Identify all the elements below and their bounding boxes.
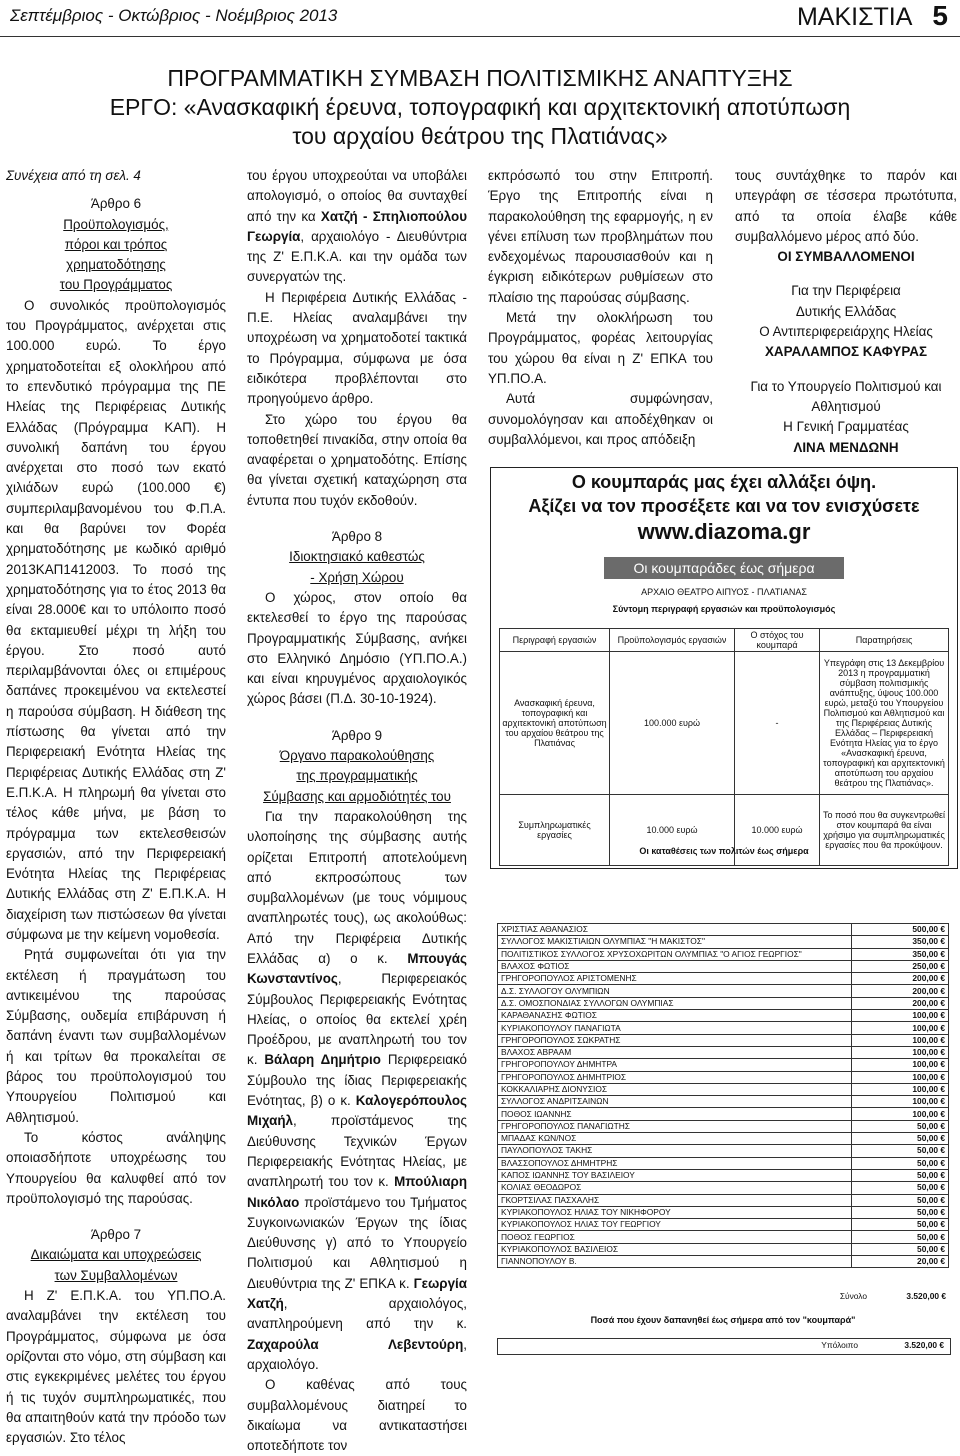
column-4: τους συντάχθηκε το παρόν και υπεγράφη σε τέσσερα πρωτότυπα, από τα οποία έλαβε κάθε συμβαλλόμενο μέρος από δύο. ΟΙ ΣΥΜΒΑΛΛΟΜΕΝΟΙ Για την Περιφέρεια Δυτικής Ελλάδας Ο Αντιπεριφερειάρχης Ηλείας ΧΑΡΑΛΑΜΠΟΣ ΚΑΦΥΡΑΣ Για το Υπουργείο Πολιτισμού και Αθλητισμού Η Γενική Γραμματέας ΛΙΝΑ ΜΕΝΔΩΝΗ: [735, 166, 957, 458]
table-row: [498, 1046, 949, 1058]
contributor-name: Δ.Σ. ΣΥΛΛΟΓΟΥ ΟΛΥΜΠΙΩΝ: [498, 985, 852, 997]
table-row: [498, 1022, 949, 1034]
paragraph: Ο συνολικός προϋπολογισμός του Προγράμματος, ανέρχεται στις 100.000 ευρώ. Το έργο χρηματοδοτείται εξ ολοκλήρου από το επενδυτικό πρόγραμμα της ΠΕ Ηλείας της Περιφέρειας Δυτικής Ελλάδας (Πρόγραμμα ΚΑΠ). Η συνολική δαπάνη του έργου ανέρχεται στο ποσό των εκατό χιλιάδων ευρώ (100.000 €) συμπεριλαμβανομένου του Φ.Π.Α. και θα βαρύνει τον Φορέα χρηματοδότησης με κωδικό αριθμό 2013ΚΑΠ1412003. Το ποσό της χρηματοδότησης για το έτος 2013 θα είναι 28.000€ και το υπόλοιπο ποσό θα εκταμιευθεί μέχρι τη λήξη του έργου. Στο ποσό αυτό περιλαμβάνονται όλες οι επιμέρους δαπάνες προκειμένου να εκτελεστεί η παρούσα σύμβαση. Η διάθεση της πίστωσης θα γίνεται από την Περιφερειακή Ενότητα Ηλείας της Περιφέρειας Δυτικής Ελλάδας στη Ζ' Ε.Π.Κ.Α. Η πληρωμή θα γίνεται στο τέλος κάθε μήνα, με βάση το πρόγραμμα των εκτελεσθεισών εργασιών, από την Περιφερειακή Ενότητα Ηλείας της Περιφέρειας Δυτικής Ελλάδας στη Ζ' Ε.Π.Κ.Α. Η διαχείριση των πιστώσεων θα γίνεται σύμφωνα με την κείμενη νομοθεσία.: [6, 297, 226, 942]
article-title: ΠΡΟΓΡΑΜΜΑΤΙΚΗ ΣΥΜΒΑΣΗ ΠΟΛΙΤΙΣΜΙΚΗΣ ΑΝΑΠΤΥΞΗΣ ΕΡΓΟ: «Ανασκαφική έρευνα, τοπογραφική και αρχιτεκτονική αποτύπωση του αρχαίου θεάτρου της Πλατιάνας»: [109, 65, 851, 149]
contribution-amount: 200,00 €: [852, 973, 949, 985]
article-7-heading: Άρθρο 7: [90, 1227, 142, 1243]
table-row: [498, 1096, 949, 1108]
continued-note: Συνέχεια από τη σελ. 4: [6, 168, 141, 183]
contributor-name: ΚΑΠΟΣ ΙΩΑΝΝΗΣ ΤΟΥ ΒΑΣΙΛΕΙΟΥ: [498, 1169, 852, 1181]
contribution-amount: 100,00 €: [852, 1096, 949, 1108]
paragraph: Ρητά συμφωνείται ότι για την εκτέλεση ή πραγμάτωση του αντικειμένου της παρούσας Σύμβασης, ουδεμία επιβάρυνση ή δαπάνη έναντι των συμβαλλομένων ή και τρίτων θα προκαλείται σε βάρος του προϋπολογισμού του Υπουργείου Πολιτισμού και Αθλητισμού.: [6, 947, 226, 1125]
contributor-name: ΠΟΘΟΣ ΙΩΑΝΝΗΣ: [498, 1108, 852, 1120]
contributor-name: ΚΟΚΚΑΛΙΑΡΗΣ ΔΙΟΝΥΣΙΟΣ: [498, 1083, 852, 1095]
contribution-amount: 100,00 €: [852, 1022, 949, 1034]
contributions-table: [497, 923, 949, 1268]
article-8-heading: Άρθρο 8: [331, 529, 383, 545]
table-row: [498, 1083, 949, 1095]
contributor-name: Δ.Σ. ΟΜΟΣΠΟΝΔΙΑΣ ΣΥΛΛΟΓΩΝ ΟΛΥΜΠΙΑΣ: [498, 997, 852, 1009]
contribution-amount: 20,00 €: [852, 1256, 949, 1268]
contribution-amount: 200,00 €: [852, 997, 949, 1009]
contributor-name: ΒΛΑΧΟΣ ΑΒΡΑΑΜ: [498, 1046, 852, 1058]
contributor-name: ΚΥΡΙΑΚΟΠΟΥΛΟΣ ΗΛΙΑΣ ΤΟΥ ΓΕΩΡΓΙΟΥ: [498, 1219, 852, 1231]
table-header-row: Περιγραφή εργασιών Προϋπολογισμός εργασιών Ο στόχος του κουμπαρά Παρατηρήσεις: [500, 629, 949, 652]
paragraph: τους συντάχθηκε το παρόν και υπεγράφη σε τέσσερα πρωτότυπα, από τα οποία έλαβε κάθε συμβαλλόμενο μέρος από δύο.: [735, 168, 957, 244]
table-row: [498, 1108, 949, 1120]
article-6-heading: Άρθρο 6: [90, 196, 142, 212]
spent-label: Ποσά που έχουν δαπανηθεί έως σήμερα από τον "κουμπαρά": [590, 1315, 856, 1325]
contribution-amount: 50,00 €: [852, 1182, 949, 1194]
contribution-amount: 50,00 €: [852, 1120, 949, 1132]
contributor-name: ΠΟΛΙΤΙΣΤΙΚΟΣ ΣΥΛΛΟΓΟΣ ΧΡΥΣΟΧΩΡΙΤΩΝ ΟΛΥΜΠΙΑΣ "Ο ΑΓΙΟΣ ΓΕΩΡΓΙΟΣ": [498, 948, 852, 960]
header-rule: [0, 36, 960, 37]
contributor-name: ΚΑΡΑΘΑΝΑΣΗΣ ΦΩΤΙΟΣ: [498, 1010, 852, 1022]
contributor-name: ΠΑΥΛΟΠΟΥΛΟΣ ΤΑΚΗΣ: [498, 1145, 852, 1157]
contribution-amount: 50,00 €: [852, 1243, 949, 1255]
contributor-name: ΚΥΡΙΑΚΟΠΟΥΛΟΣ ΗΛΙΑΣ ΤΟΥ ΝΙΚΗΦΟΡΟΥ: [498, 1206, 852, 1218]
table-row: [498, 997, 949, 1009]
table-row: [498, 1120, 949, 1132]
paragraph: εκπρόσωπό του στην Επιτροπή. Έργο της Επιτροπής είναι η παρακολούθηση της εφαρμογής, η εν γένει επίλυση των προβλημάτων που ενδεχομένως παρουσιασθούν και η έγκριση ειδικότερων ρυθμίσεων στο πλαίσιο της παρούσας σύμβασης.: [488, 168, 713, 305]
contribution-amount: 350,00 €: [852, 936, 949, 948]
contributor-name: ΓΡΗΓΟΡΟΠΟΥΛΟΣ ΑΡΙΣΤΟΜΕΝΗΣ: [498, 973, 852, 985]
table-row: [498, 1256, 949, 1268]
contributor-name: ΓΡΗΓΟΡΟΠΟΥΛΟΣ ΔΗΜΗΤΡΙΟΣ: [498, 1071, 852, 1083]
paragraph: Για την παρακολούθηση της υλοποίησης της σύμβασης αυτής ορίζεται Επιτροπή αποτελούμενη από εκπροσώπους των συμβαλλομένων (με τους νόμιμους αναπληρωτές τους), ως ακολούθως: Από την Περιφέρεια Δυτικής Ελλάδας α) ο κ. Μπουγάς Κωνσταντίνος, Περιφερειακός Σύμβουλος Περιφερειακής Ενότητας Ηλείας, ο οποίος θα εκτελεί χρέη Προέδρου, με αναπληρωτή του τον κ. Βάλαρη Δημήτριο Περιφερειακό Σύμβουλο της ίδιας Περιφερειακής Ενότητας, β) ο κ. Καλογερόπουλος Μιχαήλ, προϊστάμενος της Διεύθυνσης Τεχνικών Έργων Περιφερειακής Ενότητας Ηλείας, με αναπληρωτή του τον κ. Μπούλιαρη Νικόλαο προϊστάμενο του Τμήματος Συγκοινωνιακών Έργων της ίδιας Διεύθυνσης γ) από το Υπουργείο Πολιτισμού και Αθλητισμού η Διευθύντρια της Ζ' ΕΠΚΑ κ. Γεωργία Χατζή, αρχαιολόγος, αναπληρούμενη από την κ. Ζαχαρούλα Λεβεντούρη, αρχαιολόγο.: [247, 808, 467, 1372]
table-row: [498, 1133, 949, 1145]
contributor-name: ΠΟΘΟΣ ΓΕΩΡΓΙΟΣ: [498, 1231, 852, 1243]
contribution-amount: 100,00 €: [852, 1046, 949, 1058]
paragraph: Στο χώρο του έργου θα τοποθετηθεί πινακίδα, στην οποία θα αναφέρεται ο χρηματοδότης. Επίσης θα γίνεται σχετική καταχώρηση στα έντυπα που τυχόν εκδοθούν.: [247, 411, 467, 508]
table-row: [498, 1157, 949, 1169]
table-row: [498, 936, 949, 948]
remainder-row: Υπόλοιπο 3.520,00 €: [497, 1338, 951, 1355]
table-row: [498, 1059, 949, 1071]
table-row: [498, 985, 949, 997]
column-1: Συνέχεια από τη σελ. 4 Άρθρο 6 Προϋπολογισμός, πόροι και τρόπος χρηματοδότησης του Προγράμματος Ο συνολικός προϋπολογισμός του Προγράμματος, ανέρχεται στις 100.000 ευρώ. Το έργο χρηματοδοτείται εξ ολοκλήρου από το επενδυτικό πρόγραμμα της ΠΕ Ηλείας της Περιφέρειας Δυτικής Ελλάδας (Πρόγραμμα ΚΑΠ). Η συνολική δαπάνη του έργου ανέρχεται στο ποσό των εκατό χιλιάδων ευρώ (100.000 €) συμπεριλαμβανομένου του Φ.Π.Α. και θα βαρύνει τον Φορέα χρηματοδότησης με κωδικό αριθμό 2013ΚΑΠ1412003. Το ποσό της χρηματοδότησης για το έτος 2013 θα είναι 28.000€ και το υπόλοιπο ποσό θα εκταμιευθεί μέχρι τη λήξη του έργου. Στο ποσό αυτό περιλαμβάνονται όλες οι επιμέρους δαπάνες προκειμένου να εκτελεστεί η παρούσα σύμβαση. Η διάθεση της πίστωσης θα γίνεται από την Περιφερειακή Ενότητα Ηλείας της Περιφέρειας Δυτικής Ελλάδας στη Ζ' Ε.Π.Κ.Α. Η πληρωμή θα γίνεται στο τέλος κάθε μήνα, με βάση το πρόγραμμα των εκτελεσθεισών εργασιών, από την Περιφερειακή Ενότητα Ηλείας της Περιφέρειας Δυτικής Ελλάδας στη Ζ' Ε.Π.Κ.Α. Η διαχείριση των πιστώσεων θα γίνεται σύμφωνα με την κείμενη νομοθεσία. Ρητά συμφωνείται ότι για την εκτέλεση ή πραγμάτωση του αντικειμένου της παρούσας Σύμβασης, ουδεμία επιβάρυνση ή δαπάνη έναντι των συμβαλλομένων ή και τρίτων θα προκαλείται σε βάρος του προϋπολογισμού του Υπουργείου Πολιτισμού και Αθλητισμού. Το κόστος ανάληψης οποιασδήποτε υποχρέωσης του Υπουργείου θα καλυφθεί από τον προϋπολογισμό της παρούσας. Άρθρο 7 Δικαιώματα και υποχρεώσεις των Συμβαλλομένων Η Ζ' Ε.Π.Κ.Α. του ΥΠ.ΠΟ.Α. αναλαμβάνει την εκτέλεση του Προγράμματος, σύμφωνα με όσα ορίζονται στο νόμο, στη σύμβαση και στις εγκεκριμένες μελέτες του έργου ή τις τυχόν συμπληρωματικές, που θα απαιτηθούν κατά την πρόοδο των εργασιών. Στο τέλος: [6, 166, 226, 1448]
diazoma-url[interactable]: www.diazoma.gr: [637, 519, 811, 544]
contributor-name: ΓΡΗΓΟΡΟΠΟΥΛΟΥ ΔΗΜΗΤΡΑ: [498, 1059, 852, 1071]
table-row: [498, 1169, 949, 1181]
section-name: ΜΑΚΙΣΤΙΑ: [796, 3, 913, 31]
contribution-amount: 350,00 €: [852, 948, 949, 960]
paragraph: Ο χώρος, στον οποίο θα εκτελεσθεί το έργο της παρούσας Προγραμματικής Σύμβασης, ανήκει στο Ελληνικό Δημόσιο (ΥΠ.ΠΟ.Α.) και είναι κηρυγμένος αρχαιολογικός χώρος βάσει (Π.Δ. 30-10-1924).: [247, 589, 467, 707]
table-row: [498, 924, 949, 936]
contribution-amount: 250,00 €: [852, 960, 949, 972]
table-row: [498, 1206, 949, 1218]
contributor-name: ΚΥΡΙΑΚΟΠΟΥΛΟΥ ΠΑΝΑΓΙΩΤΑ: [498, 1022, 852, 1034]
table-row: [498, 1071, 949, 1083]
contribution-amount: 50,00 €: [852, 1133, 949, 1145]
paragraph: Ο καθένας από τους συμβαλλομένους διατηρεί το δικαίωμα να αντικαταστήσει οποτεδήποτε τον: [247, 1377, 467, 1454]
contributor-name: ΜΠΑΔΑΣ ΚΩΝ/ΝΟΣ: [498, 1133, 852, 1145]
contribution-amount: 100,00 €: [852, 1010, 949, 1022]
table-row: [498, 1194, 949, 1206]
diazoma-box: Ο κουμπαράς μας έχει αλλάξει όψη. Αξίζει να τον προσέξετε και να τον ενισχύσετε www.diazoma.gr Οι κουμπαράδες έως σήμερα ΑΡΧΑΙΟ ΘΕΑΤΡΟ ΑΙΠΥΟΣ - ΠΛΑΤΙΑΝΑΣ Σύντομη περιγραφή εργασιών και προϋπολογισμός Περιγραφή εργασιών Προϋπολογισμός εργασιών Ο στόχος του κουμπαρά Παρατηρήσεις Ανασκαφική έρευνα, τοπογραφική και αρχιτεκτονική αποτύπωση του αρχαίου θεάτρου της Πλατιάνας 100.000 ευρώ - Υπεγράφη στις 13 Δεκεμβρίου 2013 η προγραμματική σύμβαση πολιτισμικής ανάπτυξης, ύψους 100.000 ευρώ, μεταξύ του Υπουργείου Πολιτισμού και Αθλητισμού και της Περιφέρειας Δυτικής Ελλάδας – Περιφερειακή Ενότητα Ηλείας για το έργο «Ανασκαφική έρευνα, τοπογραφική και αρχιτεκτονική αποτύπωση του αρχαίου θεάτρου της Πλατιάνας». Συμπληρωματικές εργασίες 10.000 ευρώ 10.000 ευρώ Το ποσό που θα συγκεντρωθεί στον κουμπαρά θα είναι χρήσιμο για συμπληρωματικές εργασίες που θα προκύψουν. Οι καταθέσεις των πολιτών έως σήμερα: [490, 467, 958, 869]
table-row: [498, 1231, 949, 1243]
column-3: [488, 166, 713, 450]
table-row: [498, 1182, 949, 1194]
contributor-name: ΓΚΟΡΤΣΙΛΑΣ ΠΑΣΧΑΛΗΣ: [498, 1194, 852, 1206]
contributor-name: ΚΟΛΙΑΣ ΘΕΟΔΩΡΟΣ: [498, 1182, 852, 1194]
contribution-amount: 50,00 €: [852, 1219, 949, 1231]
paragraph: Αυτά συμφώνησαν, συνομολόγησαν και αποδέχθηκαν οι συμβαλλόμενοι, και προς απόδειξη: [488, 391, 713, 447]
paragraph: Η Περιφέρεια Δυτικής Ελλάδας - Π.Ε. Ηλείας αναλαμβάνει την υποχρέωση να χρηματοδοτεί τακτικά το Πρόγραμμα, σύμφωνα με όσα ειδικότερα προβλέπονται στο προηγούμενο άρθρο.: [247, 289, 467, 407]
table-row: [498, 948, 949, 960]
paragraph: Η Ζ' Ε.Π.Κ.Α. του ΥΠ.ΠΟ.Α. αναλαμβάνει την εκτέλεση του Προγράμματος, σύμφωνα με όσα ορίζονται στο νόμο, στη σύμβαση και στις εγκεκριμένες μελέτες του έργου ή τις τυχόν συμπληρωματικές, που θα απαιτηθούν κατά την πρόοδο των εργασιών. Στο τέλος: [6, 1288, 226, 1446]
table-row: [498, 973, 949, 985]
contribution-amount: 100,00 €: [852, 1083, 949, 1095]
contributor-name: ΓΡΗΓΟΡΟΠΟΥΛΟΣ ΣΩΚΡΑΤΗΣ: [498, 1034, 852, 1046]
contribution-amount: 100,00 €: [852, 1034, 949, 1046]
piggy-banner: Οι κουμπαράδες έως σήμερα: [604, 557, 844, 579]
contribution-amount: 50,00 €: [852, 1145, 949, 1157]
contribution-amount: 50,00 €: [852, 1157, 949, 1169]
table-row: [498, 1145, 949, 1157]
contributor-name: ΚΥΡΙΑΚΟΠΟΥΛΟΣ ΒΑΣΙΛΕΙΟΣ: [498, 1243, 852, 1255]
issue-date: Σεπτέμβριος - Οκτώβριος - Νοέμβριος 2013: [10, 6, 338, 25]
contribution-amount: 50,00 €: [852, 1194, 949, 1206]
page-number: 5: [932, 0, 948, 31]
contribution-amount: 100,00 €: [852, 1071, 949, 1083]
paragraph: του έργου υποχρεούται να υποβάλει απολογισμό, ο οποίος θα συνταχθεί από την κα Χατζή - Σπηλιοπούλου Γεωργία, αρχαιολόγο - Διευθύντρια της Ζ' Ε.Π.Κ.Α. και την ομάδα των συνεργατών της.: [247, 168, 468, 285]
contributions-title: Οι καταθέσεις των πολιτών έως σήμερα: [639, 846, 809, 856]
contributor-name: ΓΙΑΝΝΟΠΟΥΛΟΥ Β.: [498, 1256, 852, 1268]
contributor-name: ΣΥΛΛΟΓΟΣ ΜΑΚΙΣΤΙΑΙΩΝ ΟΛΥΜΠΙΑΣ "Η ΜΑΚΙΣΤΟΣ": [498, 936, 852, 948]
contributor-name: ΧΡΙΣΤΙΑΣ ΑΘΑΝΑΣΙΟΣ: [498, 924, 852, 936]
contribution-amount: 500,00 €: [852, 924, 949, 936]
table-row: Ανασκαφική έρευνα, τοπογραφική και αρχιτεκτονική αποτύπωση του αρχαίου θεάτρου της Πλατιάνας 100.000 ευρώ - Υπεγράφη στις 13 Δεκεμβρίου 2013 η προγραμματική σύμβαση πολιτισμικής ανάπτυξης, ύψους 100.000 ευρώ, μεταξύ του Υπουργείου Πολιτισμού και Αθλητισμού και της Περιφέρειας Δυτικής Ελλάδας – Περιφερειακή Ενότητα Ηλείας για το έργο «Ανασκαφική έρευνα, τοπογραφική και αρχιτεκτονική αποτύπωση του αρχαίου θεάτρου της Πλατιάνας».: [500, 652, 949, 795]
signatories-heading: ΟΙ ΣΥΜΒΑΛΛΟΜΕΝΟΙ: [777, 249, 915, 265]
contributor-name: ΒΛΑΣΣΟΠΟΥΛΟΣ ΔΗΜΗΤΡΗΣ: [498, 1157, 852, 1169]
table-row: [498, 1034, 949, 1046]
contributor-name: ΣΥΛΛΟΓΟΣ ΑΝΔΡΙΤΣΑΙΝΩΝ: [498, 1096, 852, 1108]
table-row: Συμπληρωματικές εργασίες 10.000 ευρώ 10.000 ευρώ Το ποσό που θα συγκεντρωθεί στον κουμπαρά θα είναι χρήσιμο για συμπληρωματικές εργασίες που θα προκύψουν.: [500, 795, 949, 866]
contribution-amount: 50,00 €: [852, 1206, 949, 1218]
table-row: [498, 1243, 949, 1255]
table-row: [498, 960, 949, 972]
paragraph: Το κόστος ανάληψης οποιασδήποτε υποχρέωσης του Υπουργείου θα καλυφθεί από τον προϋπολογισμό της παρούσας.: [6, 1129, 226, 1206]
contribution-amount: 100,00 €: [852, 1059, 949, 1071]
table-row: [498, 1010, 949, 1022]
works-table: [499, 628, 949, 866]
signatory-name: ΛΙΝΑ ΜΕΝΔΩΝΗ: [793, 439, 899, 455]
contributor-name: ΓΡΗΓΟΡΟΠΟΥΛΟΣ ΠΑΝΑΓΙΩΤΗΣ: [498, 1120, 852, 1132]
contribution-amount: 100,00 €: [852, 1108, 949, 1120]
contribution-amount: 50,00 €: [852, 1231, 949, 1243]
contribution-amount: 200,00 €: [852, 985, 949, 997]
column-2: του έργου υποχρεούται να υποβάλει απολογισμό, ο οποίος θα συνταχθεί από την κα Χατζή - Σπηλιοπούλου Γεωργία, αρχαιολόγο - Διευθύντρια της Ζ' Ε.Π.Κ.Α. και την ομάδα των συνεργατών της. Η Περιφέρεια Δυτικής Ελλάδας - Π.Ε. Ηλείας αναλαμβάνει την υποχρέωση να χρηματοδοτεί τακτικά το Πρόγραμμα, σύμφωνα με όσα ειδικότερα προβλέπονται στο προηγούμενο άρθρο. Στο χώρο του έργου θα τοποθετηθεί πινακίδα, στην οποία θα αναφέρεται ο χρηματοδότης. Επίσης θα γίνεται σχετική καταχώρηση στα έντυπα που τυχόν εκδοθούν. Άρθρο 8 Ιδιοκτησιακό καθεστώς - Χρήση Χώρου Ο χώρος, στον οποίο θα εκτελεσθεί το έργο της παρούσας Προγραμματικής Σύμβασης, ανήκει στο Ελληνικό Δημόσιο (ΥΠ.ΠΟ.Α.) και είναι κηρυγμένος αρχαιολογικός χώρος βάσει (Π.Δ. 30-10-1924). Άρθρο 9 Όργανο παρακολούθησης της προγραμματικής Σύμβασης και αρμοδιότητές του Για την παρακολούθηση της υλοποίησης της σύμβασης αυτής ορίζεται Επιτροπή αποτελούμενη από εκπροσώπους των συμβαλλομένων (με τους νόμιμους αναπληρωτές τους), ως ακολούθως: Από την Περιφέρεια Δυτικής Ελλάδας α) ο κ. Μπουγάς Κωνσταντίνος, Περιφερειακός Σύμβουλος Περιφερειακής Ενότητας Ηλείας, ο οποίος θα εκτελεί χρέη Προέδρου, με αναπληρωτή του τον κ. Βάλαρη Δημήτριο Περιφερειακό Σύμβουλο της ίδιας Περιφερειακής Ενότητας, β) ο κ. Καλογερόπουλος Μιχαήλ, προϊστάμενος της Διεύθυνσης Τεχνικών Έργων Περιφερειακής Ενότητας Ηλείας, με αναπληρωτή του τον κ. Μπούλιαρη Νικόλαο προϊστάμενο του Τμήματος Συγκοινωνιακών Έργων της ίδιας Διεύθυνσης γ) από το Υπουργείο Πολιτισμού και Αθλητισμού η Διευθύντρια της Ζ' ΕΠΚΑ κ. Γεωργία Χατζή, αρχαιολόγος, αναπληρούμενη από την κ. Ζαχαρούλα Λεβεντούρη, αρχαιολόγο. Ο καθένας από τους συμβαλλομένους διατηρεί το δικαίωμα να αντικαταστήσει οποτεδήποτε τον: [247, 166, 467, 1456]
article-9-heading: Άρθρο 9: [331, 727, 383, 743]
signatory-name: ΧΑΡΑΛΑΜΠΟΣ ΚΑΦΥΡΑΣ: [765, 344, 927, 360]
contributor-name: ΒΛΑΧΟΣ ΦΩΤΙΟΣ: [498, 960, 852, 972]
contribution-amount: 50,00 €: [852, 1169, 949, 1181]
table-row: [498, 1219, 949, 1231]
paragraph: Μετά την ολοκλήρωση του Προγράμματος, φορέας λειτουργίας του χώρου θα είναι η Ζ' ΕΠΚΑ του ΥΠ.ΠΟ.Α.: [488, 310, 713, 386]
